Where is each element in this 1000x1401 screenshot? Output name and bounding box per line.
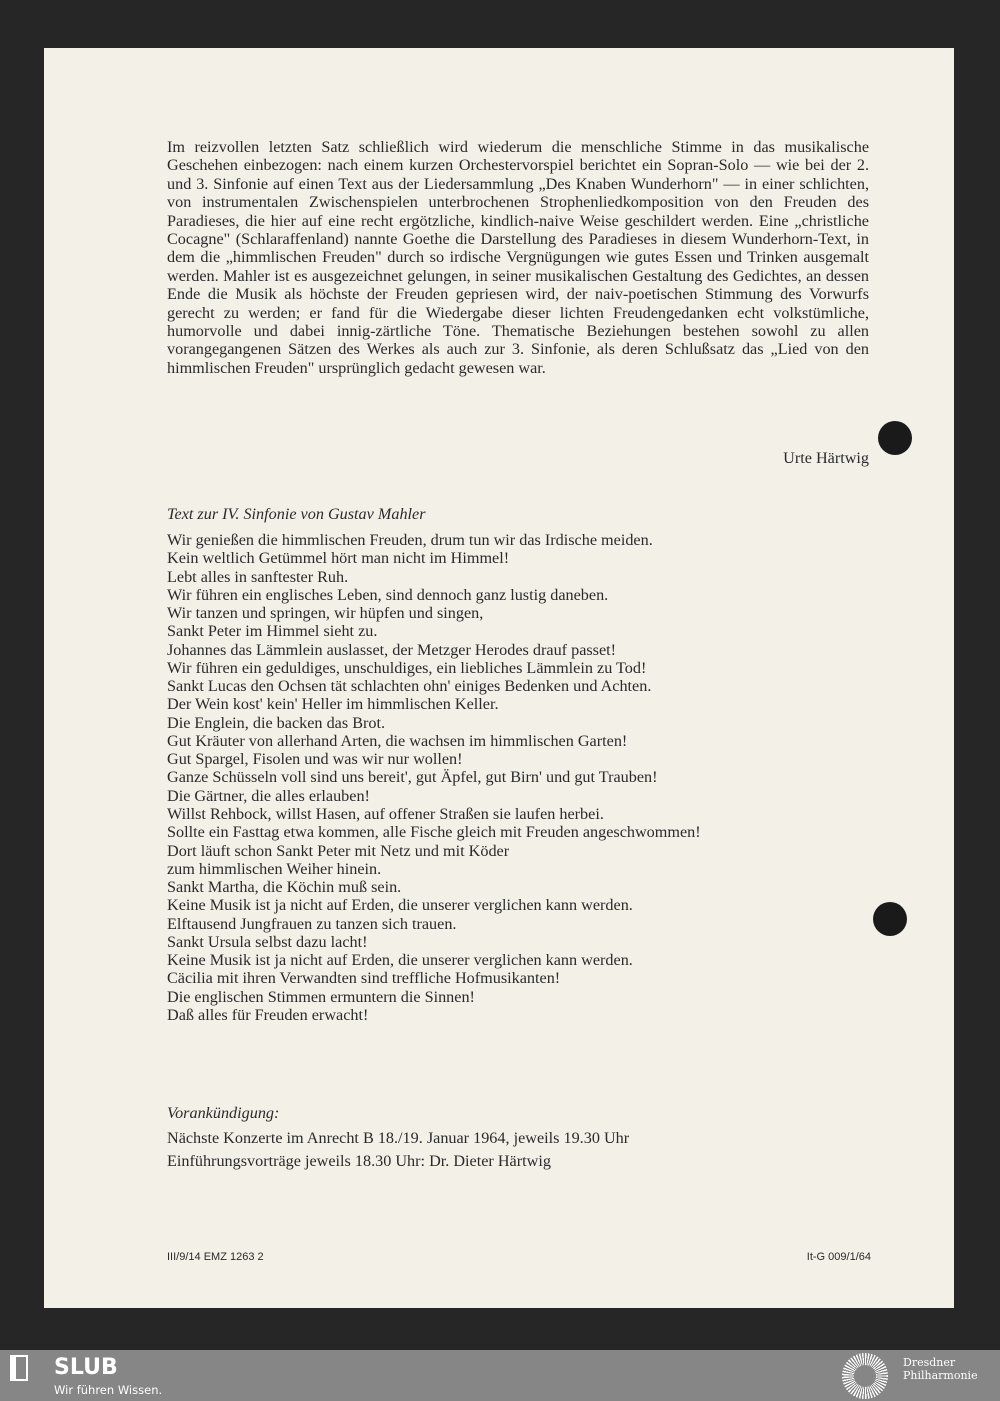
poem-line: Wir führen ein englisches Leben, sind dennoch ganz lustig daneben. (167, 585, 609, 604)
poem-line: Die Gärtner, die alles erlauben! (167, 786, 370, 805)
poem-line: Sankt Lucas den Ochsen tät schlachten ohn' einiges Bedenken und Achten. (167, 677, 652, 696)
announcement (167, 1102, 629, 1173)
poem-line: Wir führen ein geduldiges, unschuldiges, ein liebliches Lämmlein zu Tod! (167, 658, 647, 677)
poem-text (167, 531, 701, 1024)
slub-book-icon (10, 1355, 28, 1381)
poem-line: Keine Musik ist ja nicht auf Erden, die unserer verglichen kann werden. (167, 951, 633, 970)
announcement-line: Einführungsvorträge jeweils 18.30 Uhr: Dr. Dieter Härtwig (167, 1152, 551, 1170)
poem-line: Keine Musik ist ja nicht auf Erden, die unserer verglichen kann werden. (167, 896, 633, 915)
poem-line: Elftausend Jungfrauen zu tanzen sich trauen. (167, 914, 457, 933)
punch-hole (873, 902, 907, 936)
philharmonie-logo[interactable] (903, 1356, 978, 1382)
poem-heading: Text zur IV. Sinfonie von Gustav Mahler (167, 505, 426, 523)
poem-line: Wir tanzen und springen, wir hüpfen und singen, (167, 604, 484, 623)
poem-line: Daß alles für Freuden erwacht! (167, 1005, 369, 1024)
poem-line: Cäcilia mit ihren Verwandten sind treffliche Hofmusikanten! (167, 969, 561, 988)
punch-hole (878, 421, 912, 455)
branding-bar (0, 1350, 1000, 1401)
poem-line: Sollte ein Fasttag etwa kommen, alle Fische gleich mit Freuden angeschwommen! (167, 823, 701, 842)
poem-line: Willst Rehbock, willst Hasen, auf offener Straßen sie laufen herbei. (167, 804, 604, 823)
print-code-right: It-G 009/1/64 (806, 1251, 871, 1263)
poem-line: Die Englein, die backen das Brot. (167, 713, 386, 732)
philharmonie-logo-icon (842, 1353, 888, 1399)
print-code-left: III/9/14 EMZ 1263 2 (167, 1251, 264, 1263)
poem-line: Johannes das Lämmlein auslasset, der Metzger Herodes drauf passet! (167, 640, 617, 659)
poem-line: Ganze Schüsseln voll sind uns bereit', gut Äpfel, gut Birn' und gut Trauben! (167, 768, 658, 787)
poem-line: Sankt Peter im Himmel sieht zu. (167, 622, 378, 641)
poem-line: Gut Kräuter von allerhand Arten, die wachsen im himmlischen Garten! (167, 731, 628, 750)
partner-line: Philharmonie (903, 1369, 978, 1382)
poem-line: Dort läuft schon Sankt Peter mit Netz und mit Köder (167, 841, 510, 860)
poem-line: Kein weltlich Getümmel hört man nicht im Himmel! (167, 549, 510, 568)
poem-line: Gut Spargel, Fisolen und was wir nur wollen! (167, 750, 463, 769)
essay-paragraph: Im reizvollen letzten Satz schließlich wird wiederum die menschliche Stimme in das musikalische Geschehen einbezogen: nach einem kurzen Orchestervorspiel berichtet ein Sopran-Solo — wie bei der 2. und 3. Sinfonie auf einen Text aus der Liedersammlung „Des Knaben Wunderhorn" — in einer schlichten, von instrumentalen Zwischenspielen unterbrochenen Strophenliedkomposition von den Freuden des Paradieses, die hier auf eine recht ergötzliche, kindlich-naive Weise geschildert werden. Eine „christliche Cocagne" (Schlaraffenland) nannte Goethe die Darstellung des Paradieses in diesem Wunderhorn-Text, in dem die „himmlischen Freuden" durch so irdische Vergnügungen wie gutes Essen und Trinken ausgemalt werden. Mahler ist es ausgezeichnet gelungen, in seiner musikalischen Gestaltung des Gedichtes, an dessen Ende die Musik als höchste der Freuden gepriesen wird, der naiv-poetischen Stimmung des Vorwurfs gerecht zu werden; er fand für die Wiedergabe dieser lichten Freudengedanken echt volkstümliche, humorvolle und dabei innig-zärtliche Töne. Thematische Beziehungen bestehen sowohl zu allen vorangegangenen Sätzen des Werkes als auch zur 3. Sinfonie, als deren Schlußsatz das „Lied von den himmlischen Freuden" ursprünglich gedacht gewesen war. (167, 138, 869, 377)
partner-line: Dresdner (903, 1356, 956, 1369)
essay-author: Urte Härtwig (783, 449, 869, 467)
poem-line: zum himmlischen Weiher hinein. (167, 859, 382, 878)
poem-line: Sankt Martha, die Köchin muß sein. (167, 878, 402, 897)
slub-logo[interactable]: SLUB (54, 1355, 118, 1380)
announcement-line: Nächste Konzerte im Anrecht B 18./19. Januar 1964, jeweils 19.30 Uhr (167, 1129, 630, 1147)
poem-line: Wir genießen die himmlischen Freuden, drum tun wir das Irdische meiden. (167, 531, 653, 549)
poem-line: Die englischen Stimmen ermuntern die Sinnen! (167, 987, 475, 1006)
poem-line: Sankt Ursula selbst dazu lacht! (167, 932, 368, 951)
poem-line: Lebt alles in sanftester Ruh. (167, 567, 349, 586)
announcement-title: Vorankündigung: (167, 1104, 280, 1122)
poem-line: Der Wein kost' kein' Heller im himmlischen Keller. (167, 695, 499, 714)
slub-tagline: Wir führen Wissen. (54, 1383, 163, 1397)
